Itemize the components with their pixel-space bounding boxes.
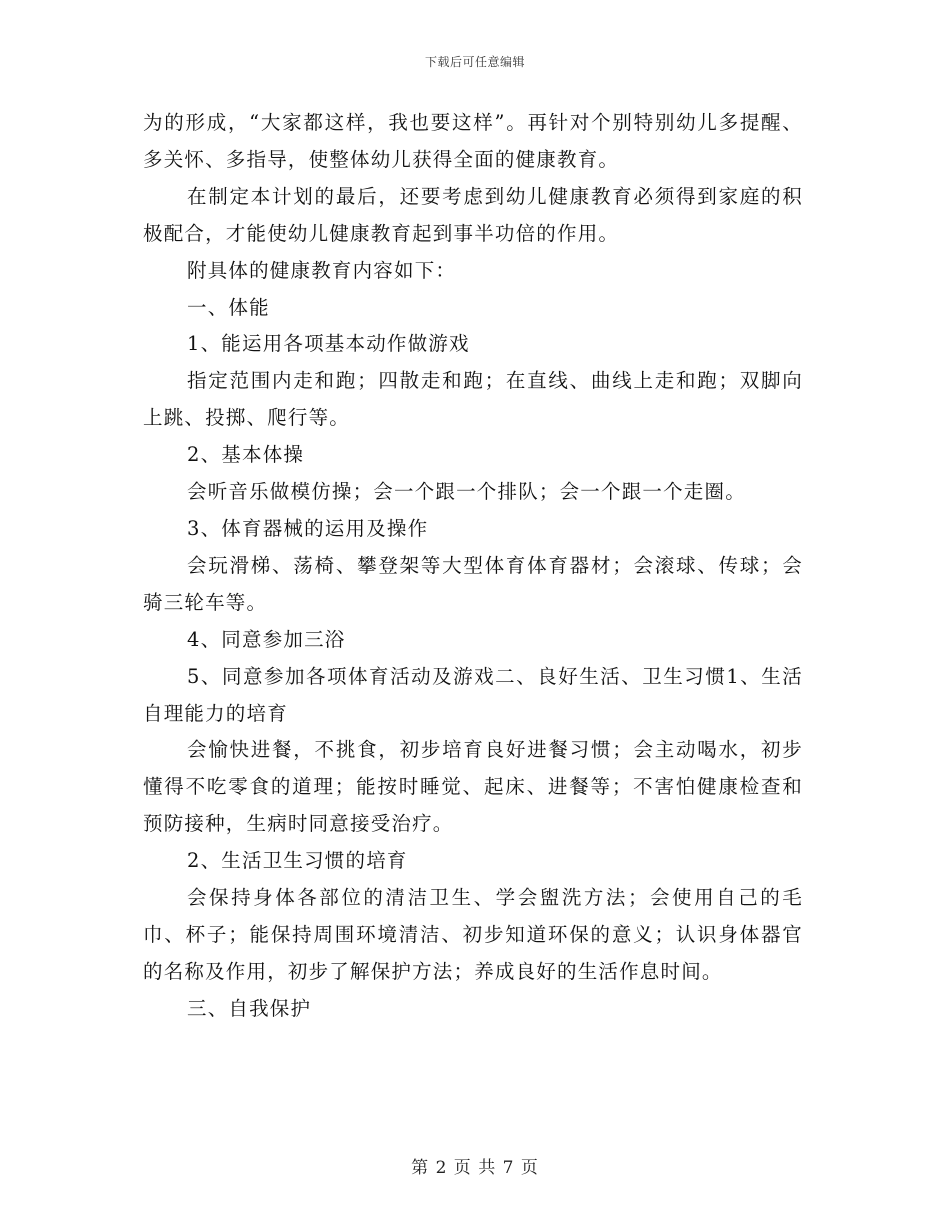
subsection-heading: 2、基本体操: [187, 443, 305, 467]
subsection-heading: 4、同意参加三浴: [187, 627, 346, 651]
paragraph: 会保持身体各部位的清洁卫生、学会盥洗方法；会使用自己的毛巾、杯子；能保持周围环境清洁、初步知道环保的意义；认识身体器官的名称及作用，初步了解保护方法；养成良好的生活作息时间。: [143, 886, 803, 983]
page-header: 下载后可任意编辑: [424, 55, 525, 69]
subsection-heading: 1、能运用各项基本动作做游戏: [187, 332, 470, 356]
paragraph: 5、同意参加各项体育活动及游戏二、良好生活、卫生习惯1、生活自理能力的培育: [143, 664, 803, 725]
paragraph: 会听音乐做模仿操；会一个跟一个排队；会一个跟一个走圈。: [187, 480, 746, 504]
paragraph: 指定范围内走和跑；四散走和跑；在直线、曲线上走和跑；双脚向上跳、投掷、爬行等。: [143, 369, 803, 430]
paragraph: 会愉快进餐，不挑食，初步培育良好进餐习惯；会主动喝水，初步懂得不吃零食的道理；能按时睡觉、起床、进餐等；不害怕健康检查和预防接种，生病时同意接受治疗。: [143, 738, 803, 836]
paragraph: 在制定本计划的最后，还要考虑到幼儿健康教育必须得到家庭的积极配合，才能使幼儿健康教育起到事半功倍的作用。: [143, 184, 803, 245]
paragraph: 附具体的健康教育内容如下：: [187, 258, 457, 282]
paragraph: 为的形成，“大家都这样，我也要这样”。再针对个别特别幼儿多提醒、多关怀、多指导，使整体幼儿获得全面的健康教育。: [143, 111, 803, 171]
paragraph: 会玩滑梯、荡椅、攀登架等大型体育体育器材；会滚球、传球；会骑三轮车等。: [143, 553, 803, 614]
subsection-heading: 2、生活卫生习惯的培育: [187, 849, 408, 873]
section-heading: 一、体能: [187, 295, 270, 319]
document-body: [143, 105, 803, 1028]
page-number: 第 2 页 共 7 页: [411, 1158, 539, 1178]
subsection-heading: 3、体育器械的运用及操作: [187, 516, 429, 540]
section-heading: 三、自我保护: [187, 996, 312, 1020]
